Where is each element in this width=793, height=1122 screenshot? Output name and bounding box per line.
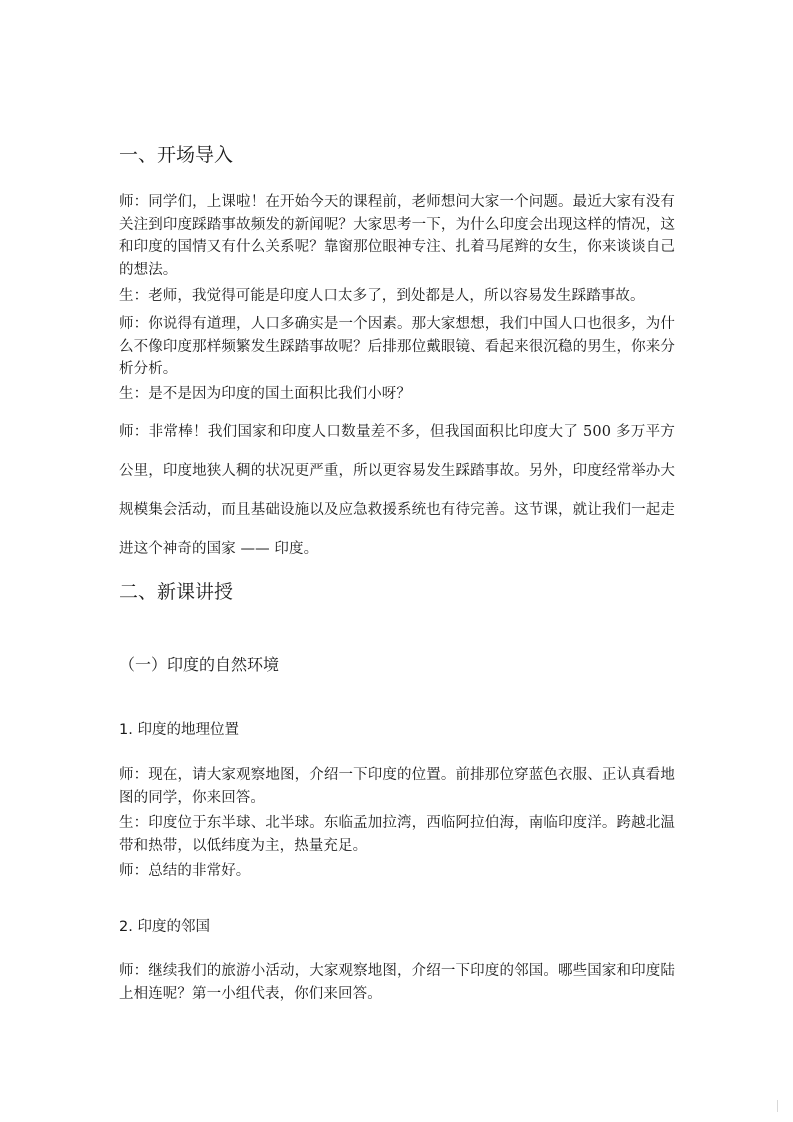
paragraph-student-location: 生：印度位于东半球、北半球。东临孟加拉湾，西临阿拉伯海，南临印度洋。跨越北温带和热带，以低纬度为主，热量充足。: [119, 815, 675, 854]
paragraph-teacher-location: 师：现在，请大家观察地图，介绍一下印度的位置。前排那位穿蓝色衣服、正认真看地图的同学，你来回答。: [119, 767, 675, 806]
paragraph-teacher-summary: 师：非常棒！我们国家和印度人口数量差不多，但我国面积比印度大了 500 多万平方公里，印度地狭人稠的状况更严重，所以更容易发生踩踏事故。另外，印度经常举办大规模集会活动，而且基础设施以及应急救援系统也有待完善。这节课，就让我们一起走进这个神奇的国家 —— 印度。: [119, 424, 675, 557]
subheading-location: 1. 印度的地理位置: [119, 722, 239, 738]
paragraph-student-answer-2: 生：是不是因为印度的国土面积比我们小呀？: [119, 386, 411, 402]
section-heading-intro: 一、开场导入: [119, 144, 234, 166]
paragraph-teacher-opening: 师：同学们，上课啦！在开始今天的课程前，老师想问大家一个问题。最近大家有没有关注到印度踩踏事故频发的新闻呢？大家思考一下，为什么印度会出现这样的情况，这和印度的国情又有什么关系呢？靠窗那位眼神专注、扎着马尾辫的女生，你来谈谈自己的想法。: [119, 194, 675, 278]
paragraph-teacher-neighbors: 师：继续我们的旅游小活动，大家观察地图，介绍一下印度的邻国。哪些国家和印度陆上相连呢？第一小组代表，你们来回答。: [119, 963, 675, 1002]
paragraph-teacher-praise: 师：总结的非常好。: [119, 863, 251, 879]
paragraph-teacher-question-2: 师：你说得有道理，人口多确实是一个因素。那大家想想，我们中国人口也很多，为什么不像印度那样频繁发生踩踏事故呢？后排那位戴眼镜、看起来很沉稳的男生，你来分析分析。: [119, 316, 675, 377]
page-edge-mark: [777, 1100, 778, 1112]
paragraph-student-answer-1: 生：老师，我觉得可能是印度人口太多了，到处都是人，所以容易发生踩踏事故。: [119, 288, 645, 304]
section-heading-new-lesson: 二、新课讲授: [119, 581, 234, 603]
subsection-heading-nature: （一）印度的自然环境: [119, 655, 280, 674]
subheading-neighbors: 2. 印度的邻国: [119, 919, 210, 935]
